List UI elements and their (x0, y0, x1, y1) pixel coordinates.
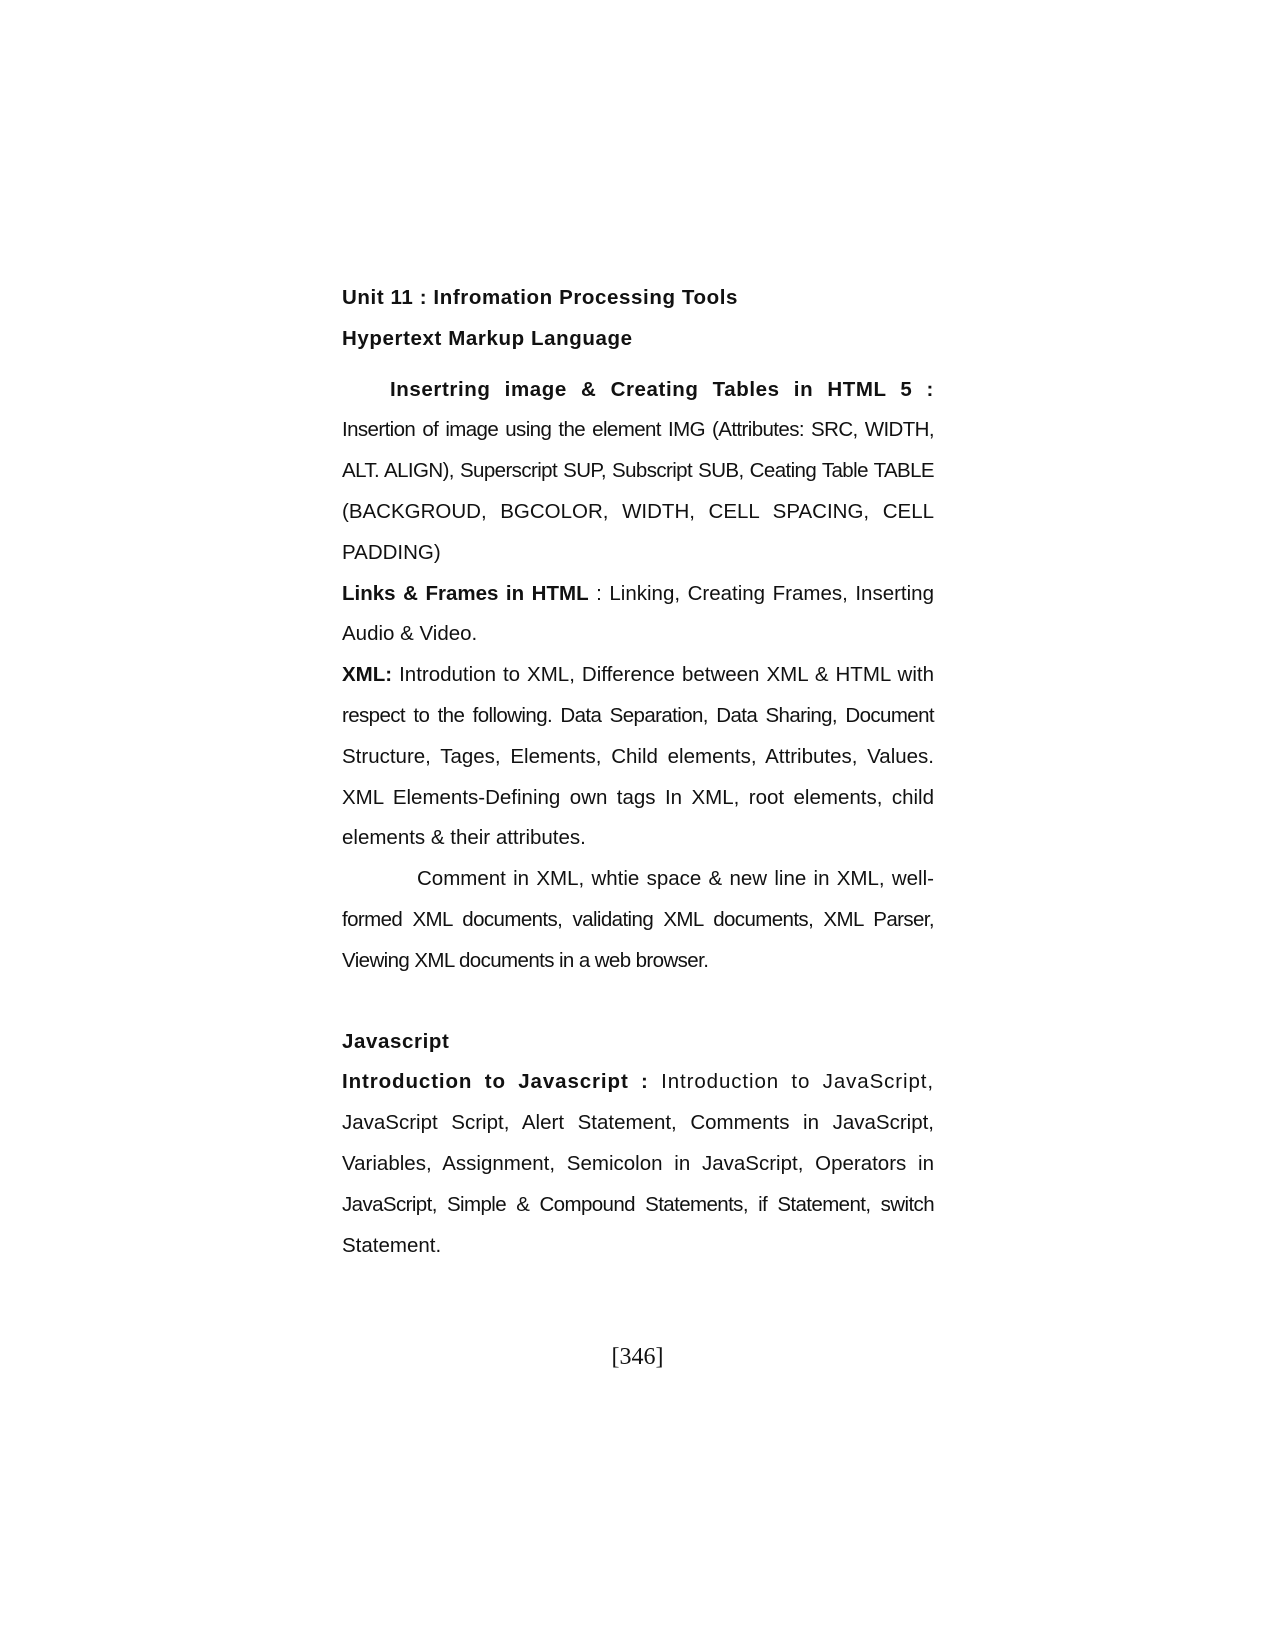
links-frames-label: Links & Frames in HTML (342, 581, 589, 605)
xml-para2-line-1: Comment in XML, whtie space & new line in XML, well- (417, 867, 934, 891)
xml-line-3: Structure, Tages, Elements, Child elements, Attributes, Values. (342, 744, 934, 768)
xml-para2-line-3: Viewing XML documents in a web browser. (342, 948, 709, 972)
image-tables-line-2: ALT. ALIGN), Superscript SUP, Subscript SUB, Ceating Table TABLE (342, 459, 934, 483)
links-frames-text: : Linking, Creating Frames, Inserting (588, 581, 934, 605)
text-column (342, 278, 934, 1266)
javascript-heading: Javascript (342, 1029, 450, 1053)
javascript-line-3: Variables, Assignment, Semicolon in JavaScript, Operators in (342, 1151, 934, 1175)
section-heading-image-tables: Insertring image & Creating Tables in HTML 5 : (390, 377, 934, 401)
javascript-line-1 (342, 1062, 934, 1103)
xml-text: Introdution to XML, Difference between XML & HTML with (392, 663, 934, 687)
spacer (342, 360, 934, 370)
xml-para2-line-2: formed XML documents, validating XML documents, XML Parser, (342, 907, 934, 931)
spacer (342, 982, 934, 1022)
xml-label: XML: (342, 663, 393, 687)
xml-line-5: elements & their attributes. (342, 826, 586, 850)
image-tables-line-3: (BACKGROUD, BGCOLOR, WIDTH, CELL SPACING, CELL (342, 499, 934, 523)
subject-title: Hypertext Markup Language (342, 326, 633, 350)
links-frames-line-1 (342, 574, 934, 615)
xml-line-2: respect to the following. Data Separation, Data Sharing, Document (342, 703, 934, 727)
xml-line-4: XML Elements-Defining own tags In XML, root elements, child (342, 785, 934, 809)
unit-title: Unit 11 : Infromation Processing Tools (342, 286, 739, 309)
xml-line-1 (342, 655, 934, 696)
links-frames-line-2: Audio & Video. (342, 622, 478, 646)
javascript-line-4: JavaScript, Simple & Compound Statements, if Statement, switch (342, 1192, 934, 1216)
javascript-line-2: JavaScript Script, Alert Statement, Comments in JavaScript, (342, 1111, 934, 1135)
javascript-label: Introduction to Javascript : (342, 1070, 649, 1094)
image-tables-line-4: PADDING) (342, 540, 441, 564)
image-tables-line-1: Insertion of image using the element IMG (Attributes: SRC, WIDTH, (342, 418, 934, 442)
javascript-line-5: Statement. (342, 1233, 442, 1257)
page-number: [346] (611, 1344, 664, 1370)
javascript-text: Introduction to JavaScript, (648, 1070, 934, 1094)
